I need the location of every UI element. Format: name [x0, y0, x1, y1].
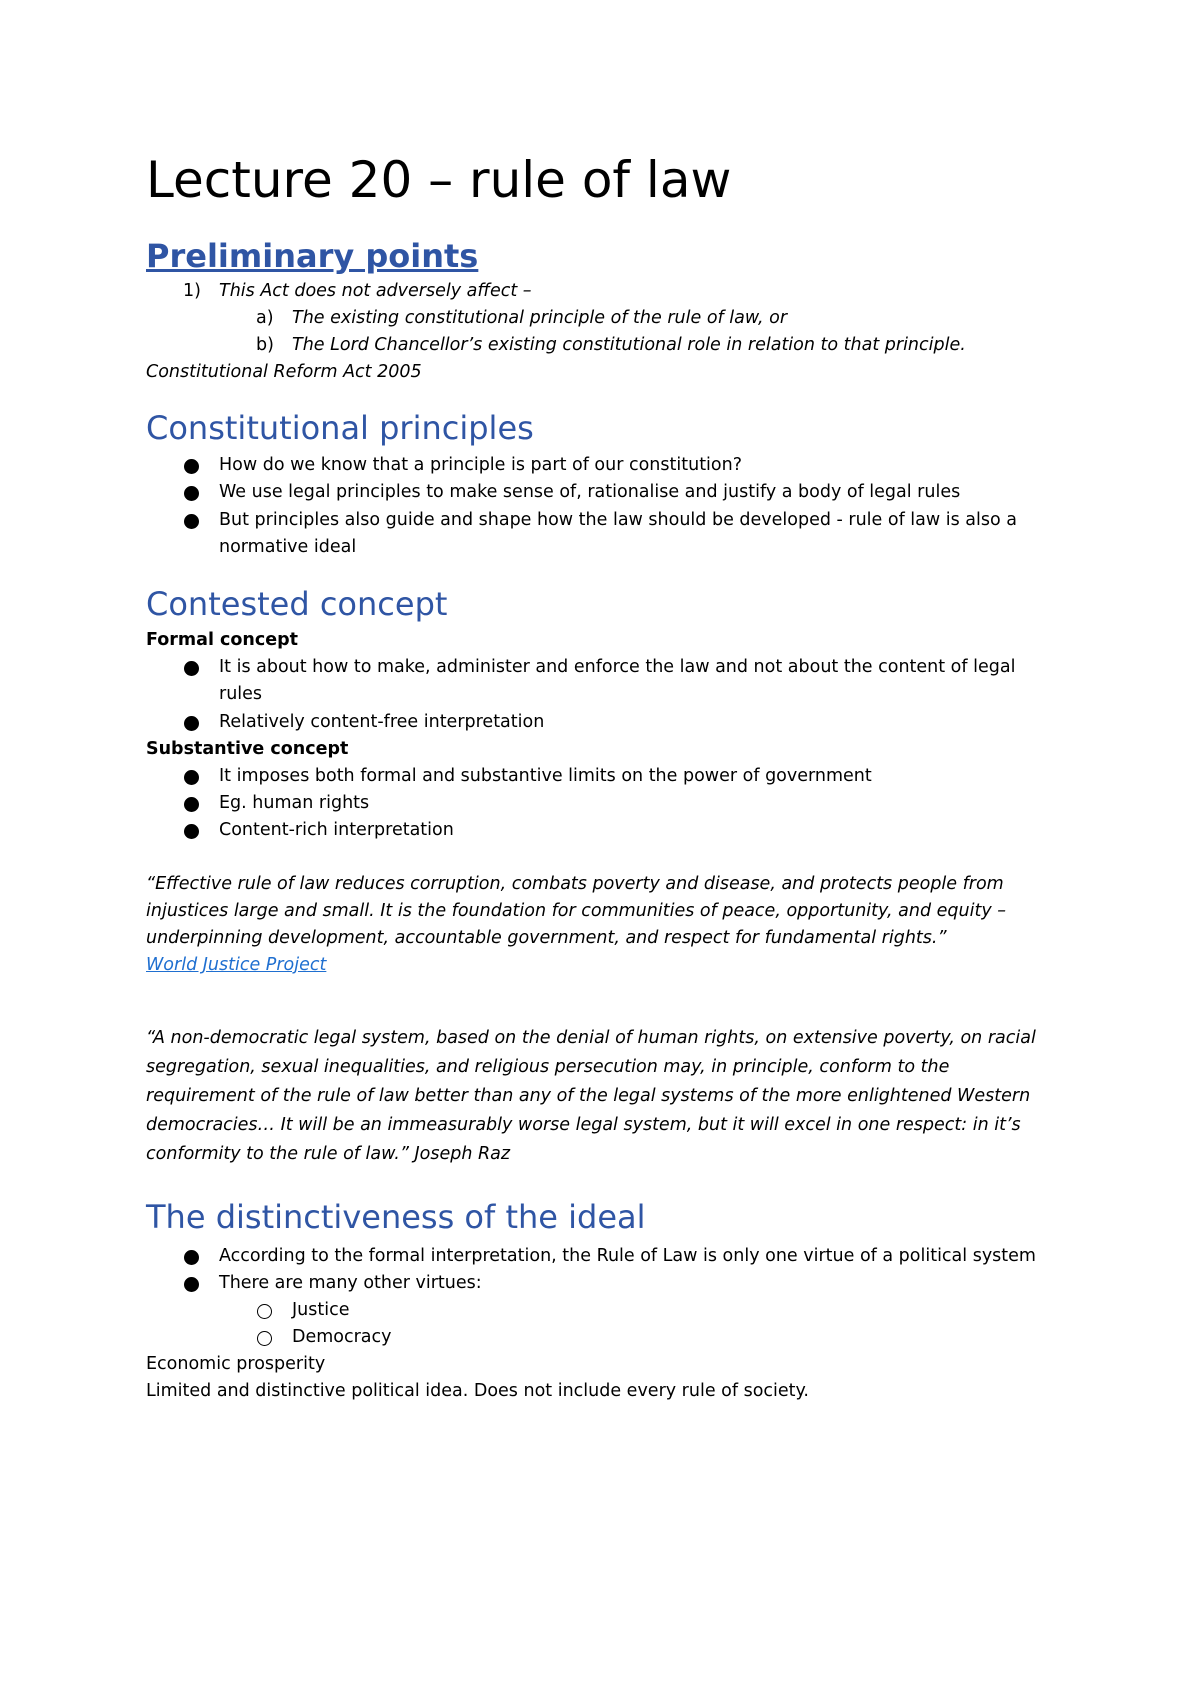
list-number: 1) [183, 281, 201, 301]
sub-list-item: Justice [292, 1300, 350, 1320]
list-item: We use legal principles to make sense of, rationalise and justify a body of legal rules [219, 482, 961, 502]
bullet-icon [184, 824, 199, 839]
quote-line: requirement of the rule of law better than any of the legal systems of the more enlightened Western [146, 1086, 1031, 1106]
body-line: Limited and distinctive political idea. Does not include every rule of society. [146, 1381, 809, 1401]
quote-line: democracies… It will be an immeasurably worse legal system, but it will excel in one respect: in it’s [146, 1115, 1021, 1135]
quote-line: “Effective rule of law reduces corruption, combats poverty and disease, and protects people from [146, 874, 1004, 894]
bullet-icon [184, 459, 199, 474]
bullet-icon [184, 514, 199, 529]
list-item: There are many other virtues: [219, 1273, 482, 1293]
sub-list-item: Democracy [292, 1327, 392, 1347]
body-line: Economic prosperity [146, 1354, 326, 1374]
list-item: Eg. human rights [219, 793, 370, 813]
bullet-icon [184, 661, 199, 676]
bullet-icon [184, 486, 199, 501]
sublist-label-a: a) [256, 308, 274, 328]
quote-line: “A non-democratic legal system, based on the denial of human rights, on extensive poverty, on racial [146, 1028, 1036, 1048]
quote-line: underpinning development, accountable government, and respect for fundamental rights.” [146, 928, 947, 948]
quote-line: injustices large and small. It is the foundation for communities of peace, opportunity, and equity – [146, 901, 1007, 921]
hollow-bullet-icon [257, 1331, 272, 1346]
quote-line: segregation, sexual inequalities, and religious persecution may, in principle, conform to the [146, 1057, 950, 1077]
list-item: According to the formal interpretation, the Rule of Law is only one virtue of a political system [219, 1246, 1036, 1266]
sublist-label-b: b) [256, 335, 274, 355]
heading-distinctiveness: The distinctiveness of the ideal [146, 1198, 646, 1236]
heading-contested-concept: Contested concept [146, 585, 448, 623]
list-item: Content-rich interpretation [219, 820, 454, 840]
sublist-text-b: The Lord Chancellor’s existing constitutional role in relation to that principle. [292, 335, 966, 355]
list-item-continuation: normative ideal [219, 537, 357, 557]
list-item: It imposes both formal and substantive limits on the power of government [219, 766, 872, 786]
list-item-continuation: rules [219, 684, 263, 704]
page-title: Lecture 20 – rule of law [146, 151, 732, 209]
list-item-text: This Act does not adversely affect – [219, 281, 532, 301]
quote-line: conformity to the rule of law.” Joseph Raz [146, 1144, 511, 1164]
list-item: How do we know that a principle is part of our constitution? [219, 455, 743, 475]
heading-constitutional-principles: Constitutional principles [146, 409, 534, 447]
sublist-text-a: The existing constitutional principle of the rule of law, or [292, 308, 788, 328]
world-justice-project-link[interactable]: World Justice Project [146, 955, 327, 975]
source-citation: Constitutional Reform Act 2005 [146, 362, 422, 382]
bullet-icon [184, 770, 199, 785]
list-item: Relatively content-free interpretation [219, 712, 545, 732]
subheading-substantive-concept: Substantive concept [146, 739, 349, 759]
bullet-icon [184, 1277, 199, 1292]
subheading-formal-concept: Formal concept [146, 630, 299, 650]
list-item: But principles also guide and shape how the law should be developed - rule of law is also a [219, 510, 1018, 530]
list-item: It is about how to make, administer and enforce the law and not about the content of legal [219, 657, 1016, 677]
bullet-icon [184, 716, 199, 731]
bullet-icon [184, 1250, 199, 1265]
hollow-bullet-icon [257, 1304, 272, 1319]
bullet-icon [184, 797, 199, 812]
heading-preliminary-points: Preliminary points [146, 237, 479, 275]
